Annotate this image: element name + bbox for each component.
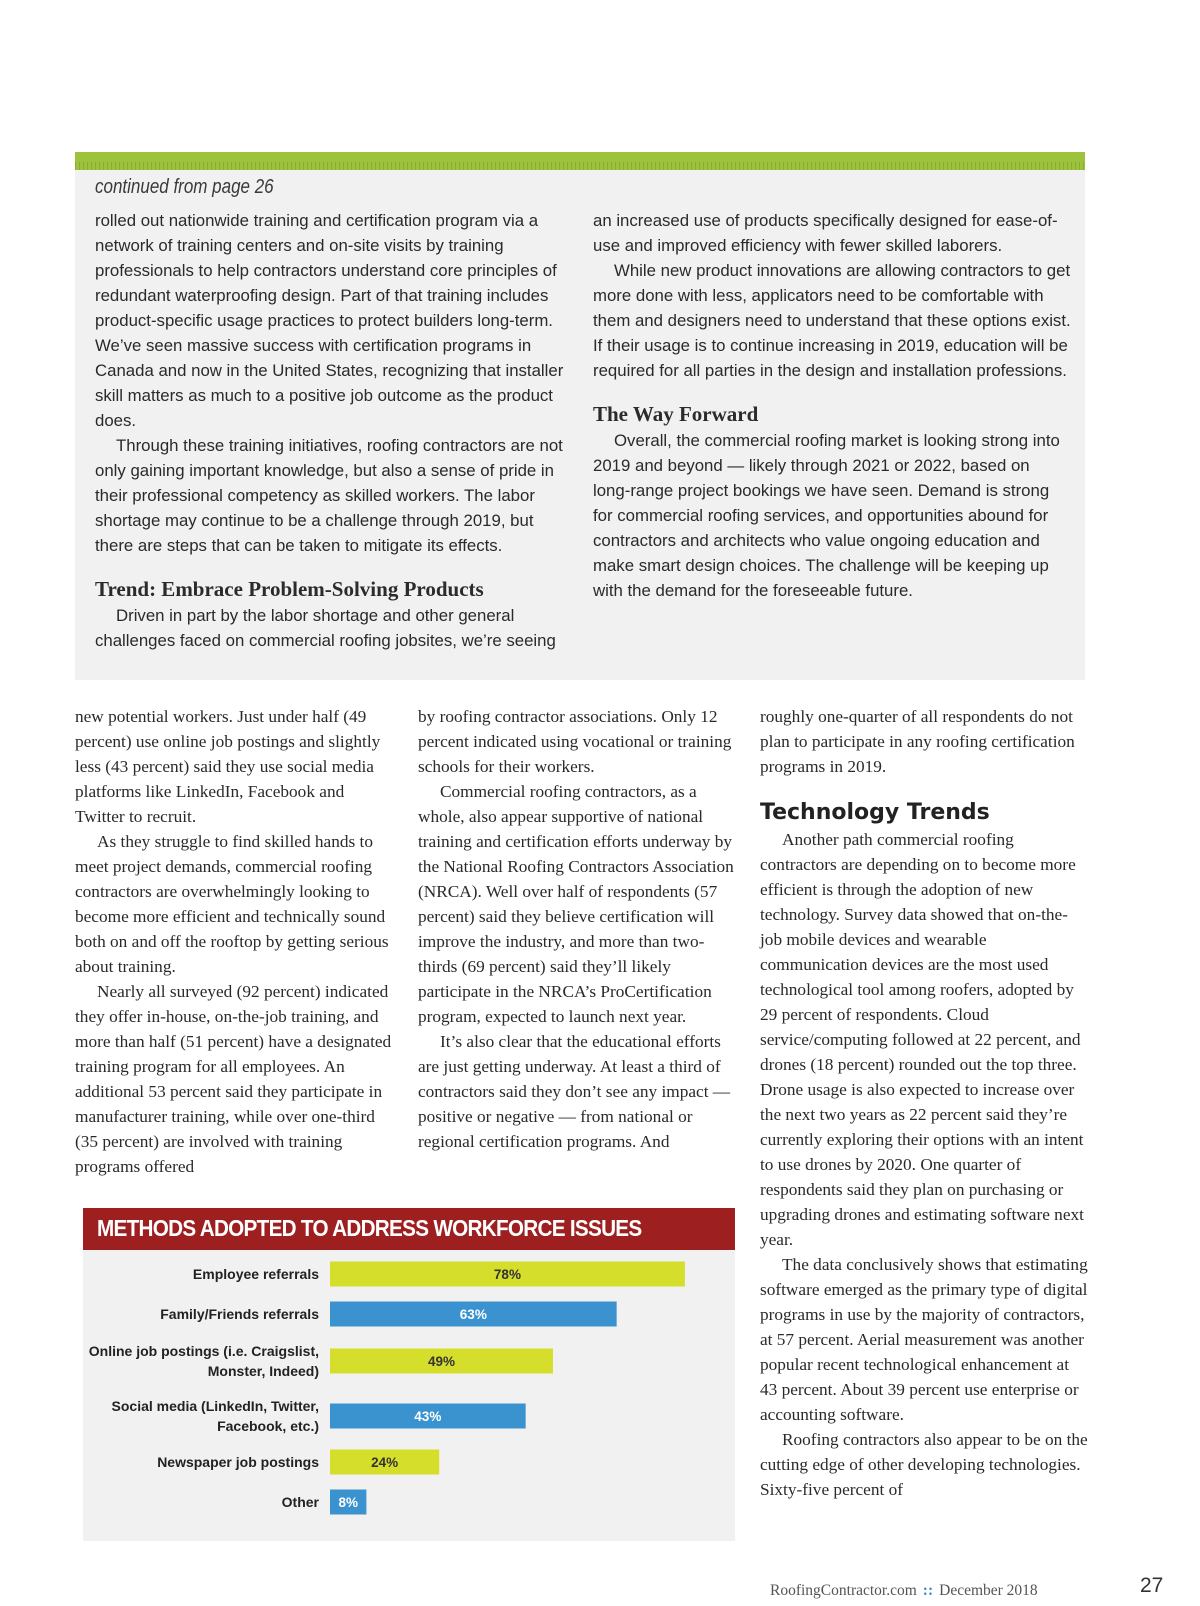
- sidebar-right-column: [593, 208, 1071, 603]
- chart-category-label-3-line-0: Social media (LinkedIn, Twitter,: [111, 1398, 319, 1414]
- chart-category-label-5: Other: [281, 1494, 319, 1510]
- sidebar-top-rule: [75, 152, 1085, 170]
- chart-category-label-2-line-1: Monster, Indeed): [207, 1363, 319, 1379]
- sidebar-left-heading: Trend: Embrace Problem-Solving Products: [95, 577, 484, 601]
- col1-paragraph-3: Nearly all surveyed (92 percent) indicated they offer in-house, on-the-job training, and more than half (51 percent) have a designated training program for all employees. An additional 53 percent said they participate in manufacturer training, while over one-third (35 percent) are involved with training programs offered: [75, 982, 392, 1176]
- chart-title: METHODS ADOPTED TO ADDRESS WORKFORCE ISSUES: [97, 1215, 642, 1241]
- chart-value-label-3: 43%: [414, 1409, 442, 1424]
- article-column-2: [418, 704, 738, 1154]
- col3-paragraph-1: roughly one-quarter of all respondents do not plan to participate in any roofing certification programs in 2019.: [760, 707, 1075, 776]
- sidebar-left-paragraph-1: rolled out nationwide training and certification program via a network of training centers and on-site visits by training professionals to help contractors understand core principles of redundant waterproofing design. Part of that training includes product-specific usage practices to protect builders long-term. We’ve seen massive success with certification programs in Canada and now in the United States, recognizing that installer skill matters as much to a positive job outcome as the product does.: [95, 211, 564, 430]
- footer-separator: ::: [922, 1582, 934, 1599]
- chart-plot: [83, 1250, 735, 1541]
- article-column-3: [760, 704, 1090, 1502]
- col3-paragraph-4: Roofing contractors also appear to be on the cutting edge of other developing technologies. Sixty-five percent of: [760, 1430, 1088, 1499]
- chart-category-label-1: Family/Friends referrals: [160, 1306, 319, 1322]
- footer-date: December 2018: [939, 1582, 1038, 1599]
- sidebar-right-paragraph-1: an increased use of products specifically designed for ease-of-use and improved efficiency with fewer skilled laborers.: [593, 211, 1058, 255]
- page-footer: [770, 1582, 1038, 1600]
- sidebar-left-column: [95, 208, 573, 653]
- sidebar-right-paragraph-2: While new product innovations are allowing contractors to get more done with less, applicators need to be comfortable with them and designers need to understand that these options exist. If their usage is to continue increasing in 2019, education will be required for all parties in the design and installation professions.: [593, 261, 1071, 380]
- chart-value-label-0: 78%: [493, 1267, 521, 1282]
- sidebar-left-paragraph-3: Driven in part by the labor shortage and other general challenges faced on commercial roofing jobsites, we’re seeing: [95, 606, 556, 650]
- col2-paragraph-3: It’s also clear that the educational efforts are just getting underway. At least a third of contractors said they don’t see any impact — positive or negative — from national or regional certification programs. And: [418, 1032, 731, 1151]
- chart-value-label-4: 24%: [371, 1455, 399, 1470]
- chart-header: [83, 1208, 735, 1250]
- col3-paragraph-2: Another path commercial roofing contractors are depending on to become more efficient is through the adoption of new technology. Survey data showed that on-the-job mobile devices and wearable communication devices are the most used technological tool among roofers, adopted by 29 percent of respondents. Cloud service/computing followed at 22 percent, and drones (18 percent) rounded out the top three. Drone usage is also expected to increase over the next two years as 22 percent said they’re currently exploring their options with an intent to use drones by 2020. One quarter of respondents said they plan on purchasing or upgrading drones and estimating software next year.: [760, 830, 1084, 1249]
- sidebar-rule-ticks: [75, 162, 1085, 170]
- chart-category-label-2-line-0: Online job postings (i.e. Craigslist,: [88, 1343, 319, 1359]
- col3-paragraph-3: The data conclusively shows that estimating software emerged as the primary type of digital programs in use by the majority of contractors, at 57 percent. Aerial measurement was another popular recent technological enhancement at 43 percent. About 39 percent use enterprise or accounting software.: [760, 1255, 1088, 1424]
- sidebar-box: [75, 152, 1085, 680]
- continued-note: continued from page 26: [95, 176, 274, 198]
- sidebar-right-paragraph-3: Overall, the commercial roofing market is looking strong into 2019 and beyond — likely through 2021 or 2022, based on long-range project bookings we have seen. Demand is strong for commercial roofing services, and opportunities abound for contractors and architects who value ongoing education and make smart design choices. The challenge will be keeping up with the demand for the foreseeable future.: [593, 431, 1060, 600]
- sidebar-right-heading: The Way Forward: [593, 402, 759, 426]
- footer-site: RoofingContractor.com: [770, 1582, 917, 1599]
- chart-value-label-1: 63%: [459, 1307, 487, 1322]
- chart-category-label-0: Employee referrals: [192, 1266, 319, 1282]
- col1-paragraph-2: As they struggle to find skilled hands to meet project demands, commercial roofing contractors are overwhelmingly looking to become more efficient and technically sound both on and off the rooftop by getting serious about training.: [75, 832, 389, 976]
- chart-value-label-5: 8%: [338, 1495, 358, 1510]
- chart-value-label-2: 49%: [427, 1354, 455, 1369]
- col2-paragraph-2: Commercial roofing contractors, as a whole, also appear supportive of national training and certification efforts underway by the National Roofing Contractors Association (NRCA). Well over half of respondents (57 percent) said they believe certification will improve the industry, and more than two-thirds (69 percent) said they’ll likely participate in the NRCA’s ProCertification program, expected to launch next year.: [418, 782, 734, 1026]
- chart-category-label-4: Newspaper job postings: [157, 1454, 319, 1470]
- col1-paragraph-1: new potential workers. Just under half (49 percent) use online job postings and slightly less (43 percent) said they use social media platforms like LinkedIn, Facebook and Twitter to recruit.: [75, 707, 381, 826]
- technology-trends-heading: Technology Trends: [760, 800, 990, 825]
- workforce-methods-chart: [83, 1208, 735, 1541]
- sidebar-left-paragraph-2: Through these training initiatives, roofing contractors are not only gaining important knowledge, but also a sense of pride in their professional competency as skilled workers. The labor shortage may continue to be a challenge through 2019, but there are steps that can be taken to mitigate its effects.: [95, 436, 563, 555]
- chart-category-label-3-line-1: Facebook, etc.): [217, 1418, 319, 1434]
- article-column-1: [75, 704, 395, 1179]
- page-number: 27: [1140, 1574, 1164, 1597]
- col2-paragraph-1: by roofing contractor associations. Only 12 percent indicated using vocational or training schools for their workers.: [418, 707, 732, 776]
